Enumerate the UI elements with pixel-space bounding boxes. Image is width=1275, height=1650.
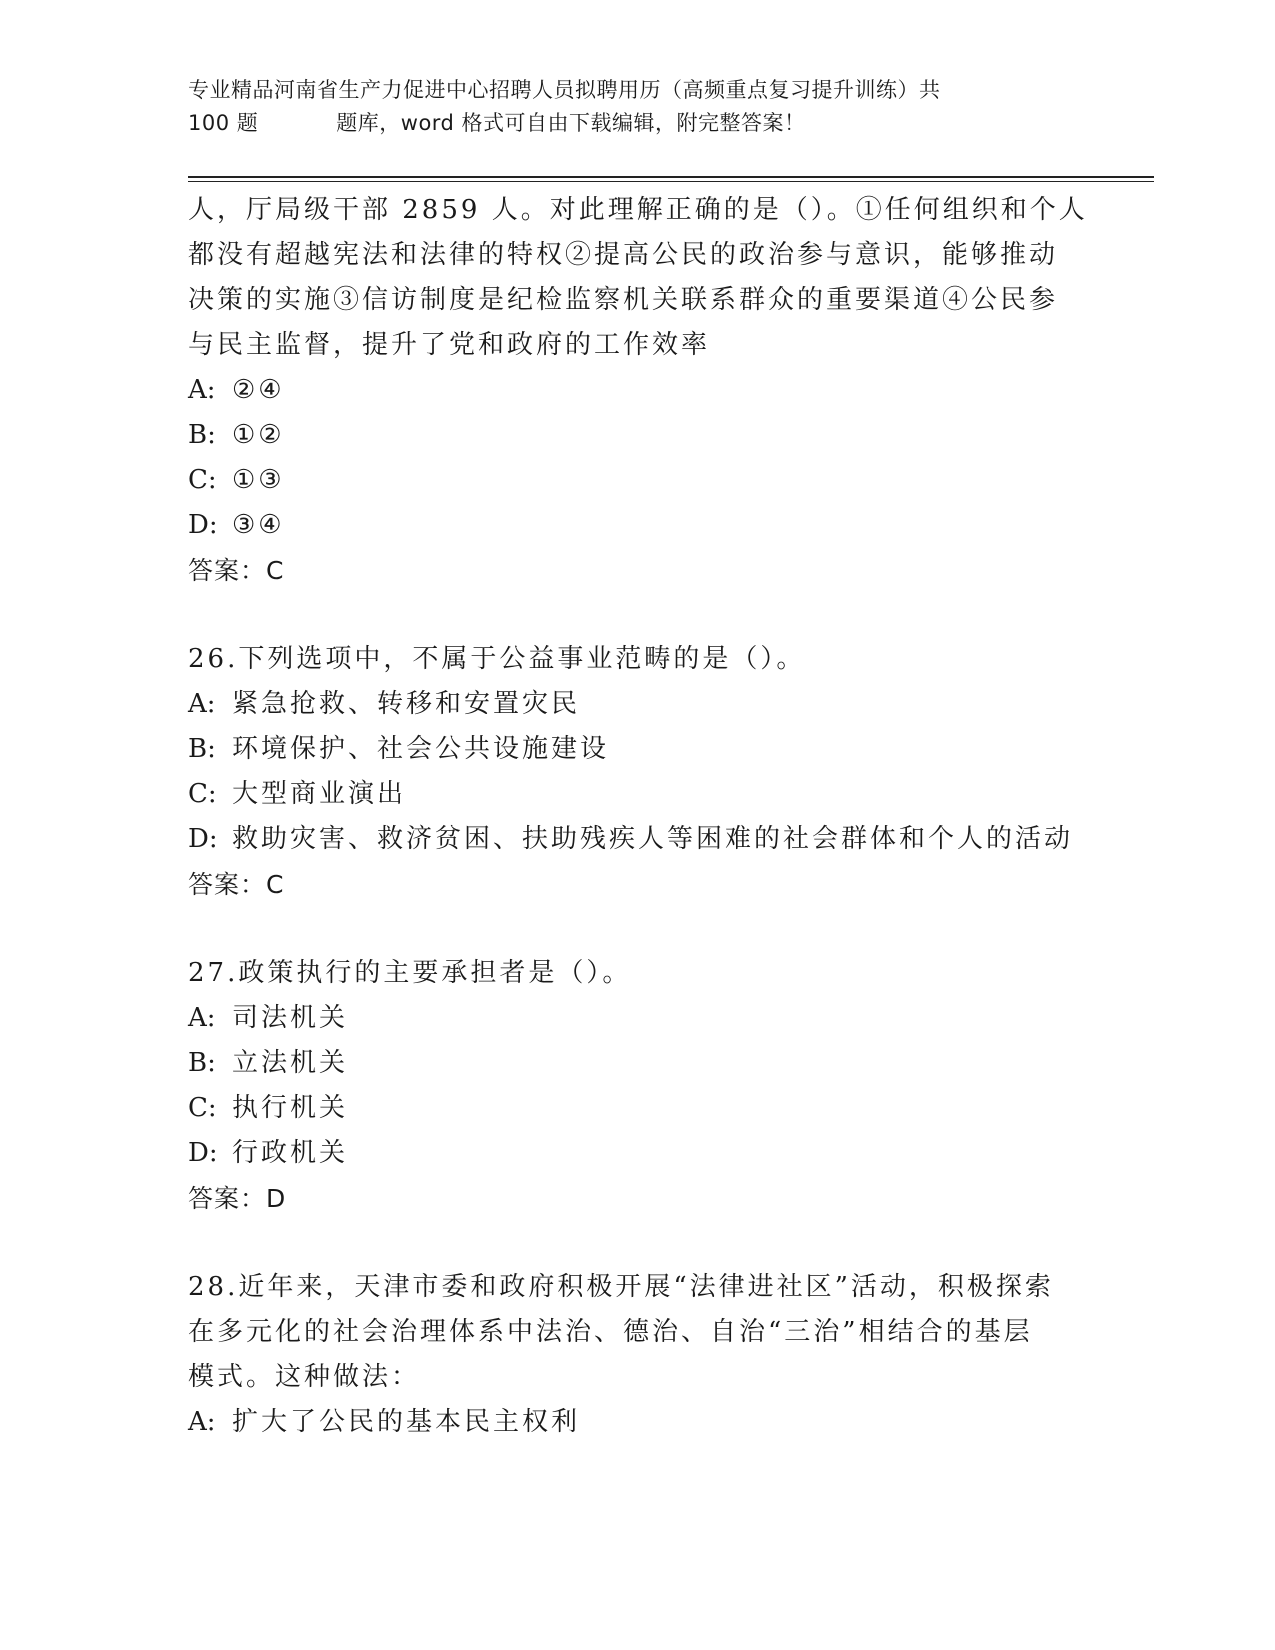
option-key: A: bbox=[188, 1003, 216, 1033]
header-title-line-1: 专业精品河南省生产力促进中心招聘人员拟聘用历（高频重点复习提升训练）共 bbox=[188, 78, 941, 102]
document-header bbox=[188, 74, 1068, 140]
question-stem-line: 决策的实施③信访制度是纪检监察机关联系群众的重要渠道④公民参 bbox=[188, 285, 1059, 315]
question-list bbox=[188, 188, 1088, 1445]
option-text: 紧急抢救、转移和安置灾民 bbox=[232, 689, 581, 719]
question-stem-line: 27.政策执行的主要承担者是（）。 bbox=[188, 958, 632, 988]
option-text: ①③ bbox=[232, 465, 285, 495]
question-27 bbox=[188, 951, 1088, 1221]
option-text: 立法机关 bbox=[232, 1048, 349, 1078]
header-title-line-2 bbox=[188, 107, 1068, 140]
option-d bbox=[188, 817, 1088, 862]
option-text: 环境保护、社会公共设施建设 bbox=[232, 734, 610, 764]
option-key: B: bbox=[188, 1048, 216, 1078]
option-d bbox=[188, 503, 1088, 548]
option-text: ①② bbox=[232, 420, 285, 450]
option-key: C: bbox=[188, 1093, 217, 1123]
option-text: 大型商业演出 bbox=[232, 779, 407, 809]
question-25 bbox=[188, 188, 1088, 593]
option-a bbox=[188, 996, 1088, 1041]
option-key: A: bbox=[188, 1407, 216, 1437]
question-stem-line: 人，厅局级干部 2859 人。对此理解正确的是（）。①任何组织和个人 bbox=[188, 195, 1088, 225]
option-key: C: bbox=[188, 779, 217, 809]
option-a bbox=[188, 1400, 1088, 1445]
option-c bbox=[188, 1086, 1088, 1131]
header-divider-thin bbox=[188, 181, 1154, 182]
option-c bbox=[188, 458, 1088, 503]
question-stem-line: 在多元化的社会治理体系中法治、德治、自治“三治”相结合的基层 bbox=[188, 1317, 1033, 1347]
question-stem-line: 都没有超越宪法和法律的特权②提高公民的政治参与意识，能够推动 bbox=[188, 240, 1059, 270]
option-a bbox=[188, 682, 1088, 727]
option-key: A: bbox=[188, 689, 216, 719]
option-key: D: bbox=[188, 824, 218, 854]
header-description: 题库，word 格式可自由下载编辑，附完整答案！ bbox=[336, 111, 806, 135]
option-text: 救助灾害、救济贫困、扶助残疾人等困难的社会群体和个人的活动 bbox=[232, 824, 1074, 854]
option-text: 行政机关 bbox=[232, 1138, 349, 1168]
option-c bbox=[188, 772, 1088, 817]
answer-line: 答案：C bbox=[188, 870, 285, 899]
option-d bbox=[188, 1131, 1088, 1176]
option-text: 司法机关 bbox=[232, 1003, 349, 1033]
question-stem-line: 模式。这种做法： bbox=[188, 1362, 421, 1392]
question-stem-line: 与民主监督，提升了党和政府的工作效率 bbox=[188, 330, 711, 360]
header-question-count: 100 题 bbox=[188, 111, 259, 135]
option-text: ③④ bbox=[232, 510, 285, 540]
option-a bbox=[188, 368, 1088, 413]
option-key: B: bbox=[188, 734, 216, 764]
option-key: D: bbox=[188, 1138, 218, 1168]
header-divider-thick bbox=[188, 176, 1154, 178]
option-key: D: bbox=[188, 510, 218, 540]
answer-line: 答案：D bbox=[188, 1184, 287, 1213]
option-b bbox=[188, 413, 1088, 458]
option-key: B: bbox=[188, 420, 216, 450]
question-28 bbox=[188, 1265, 1088, 1445]
option-text: 扩大了公民的基本民主权利 bbox=[232, 1407, 581, 1437]
question-26 bbox=[188, 637, 1088, 907]
option-text: ②④ bbox=[232, 375, 285, 405]
answer-line: 答案：C bbox=[188, 556, 285, 585]
question-stem-line: 26.下列选项中，不属于公益事业范畴的是（）。 bbox=[188, 644, 806, 674]
option-text: 执行机关 bbox=[232, 1093, 349, 1123]
question-stem-line: 28.近年来，天津市委和政府积极开展“法律进社区”活动，积极探索 bbox=[188, 1272, 1054, 1302]
option-key: A: bbox=[188, 375, 216, 405]
option-b bbox=[188, 1041, 1088, 1086]
option-b bbox=[188, 727, 1088, 772]
option-key: C: bbox=[188, 465, 217, 495]
